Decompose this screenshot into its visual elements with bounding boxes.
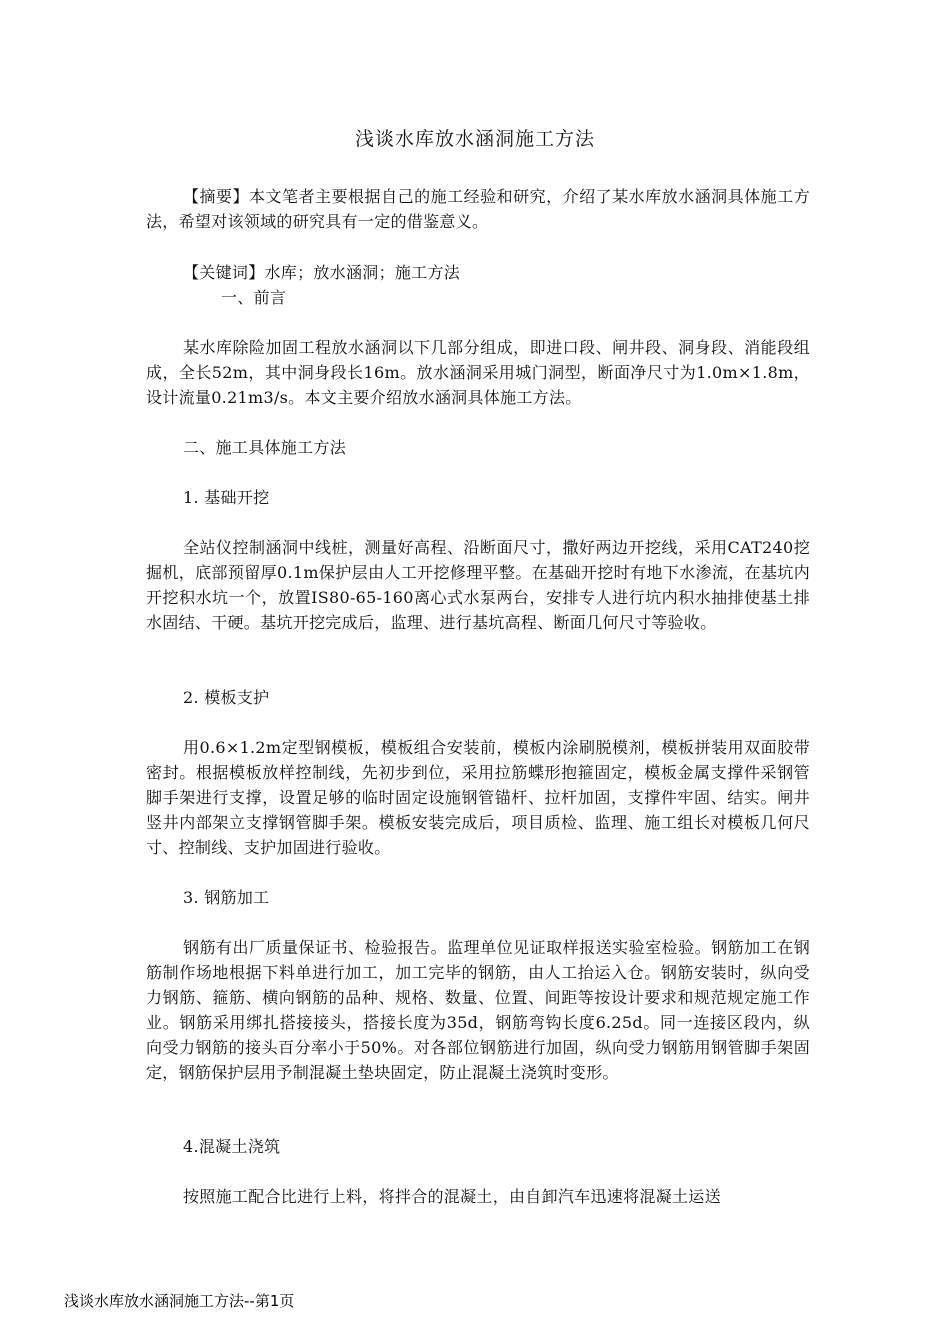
keywords-line: 【关键词】水库；放水涵洞；施工方法 (183, 263, 461, 282)
subsection-heading-rebar: 3. 钢筋加工 (183, 888, 270, 907)
subsection-heading-formwork: 2. 模板支护 (183, 688, 270, 707)
abstract-paragraph: 【摘要】本文笔者主要根据自己的施工经验和研究，介绍了某水库放水涵洞具体施工方法，希望对该领域的研究具有一定的借鉴意义。 (146, 187, 810, 231)
rebar-paragraph: 钢筋有出厂质量保证书、检验报告。监理单位见证取样报送实验室检验。钢筋加工在钢筋制作场地根据下料单进行加工，加工完毕的钢筋，由人工抬运入仓。钢筋安装时，纵向受力钢筋、箍筋、横向钢筋的品种、规格、数量、位置、间距等按设计要求和规范规定施工作业。钢筋采用绑扎搭接接头，搭接长度为35d，钢筋弯钩长度6.25d。同一连接区段内，纵向受力钢筋的接头百分率小于50%。对各部位钢筋进行加固，纵向受力钢筋用钢管脚手架固定，钢筋保护层用予制混凝土垫块固定，防止混凝土浇筑时变形。 (146, 938, 810, 1082)
concrete-paragraph: 按照施工配合比进行上料，将拌合的混凝土，由自卸汽车迅速将混凝土运送 (183, 1187, 721, 1206)
preface-paragraph: 某水库除险加固工程放水涵洞以下几部分组成，即进口段、闸井段、洞身段、消能段组成，全长52m，其中洞身段长16m。放水涵洞采用城门洞型，断面净尺寸为1.0m×1.8m，设计流量0.21m3/s。本文主要介绍放水涵洞具体施工方法。 (146, 338, 810, 407)
subsection-heading-concrete: 4.混凝土浇筑 (183, 1137, 281, 1156)
formwork-paragraph: 用0.6×1.2m定型钢模板，模板组合安装前，模板内涂刷脱模剂，模板拼装用双面胶带密封。根据模板放样控制线，先初步到位，采用拉筋蝶形抱箍固定，模板金属支撑件采钢管脚手架进行支撑，设置足够的临时固定设施钢管锚杆、拉杆加固，支撑件牢固、结实。闸井竖井内部架立支撑钢管脚手架。模板安装完成后，项目质检、监理、施工组长对模板几何尺寸、控制线、支护加固进行验收。 (146, 738, 810, 857)
excavation-paragraph: 全站仪控制涵洞中线桩，测量好高程、沿断面尺寸，撒好两边开挖线，采用CAT240挖掘机，底部预留厚0.1m保护层由人工开挖修理平整。在基础开挖时有地下水渗流，在基坑内开挖积水坑一个，放置IS80-65-160离心式水泵两台，安排专人进行坑内积水抽排使基土排水固结、干硬。基坑开挖完成后，监理、进行基坑高程、断面几何尺寸等验收。 (146, 538, 810, 632)
section-heading-preface: 一、前言 (221, 288, 287, 307)
page-footer: 浅谈水库放水涵洞施工方法--第1页 (64, 1292, 295, 1310)
subsection-heading-excavation: 1. 基础开挖 (183, 488, 270, 507)
document-title: 浅谈水库放水涵洞施工方法 (354, 128, 595, 150)
section-heading-methods: 二、施工具体施工方法 (183, 438, 347, 457)
